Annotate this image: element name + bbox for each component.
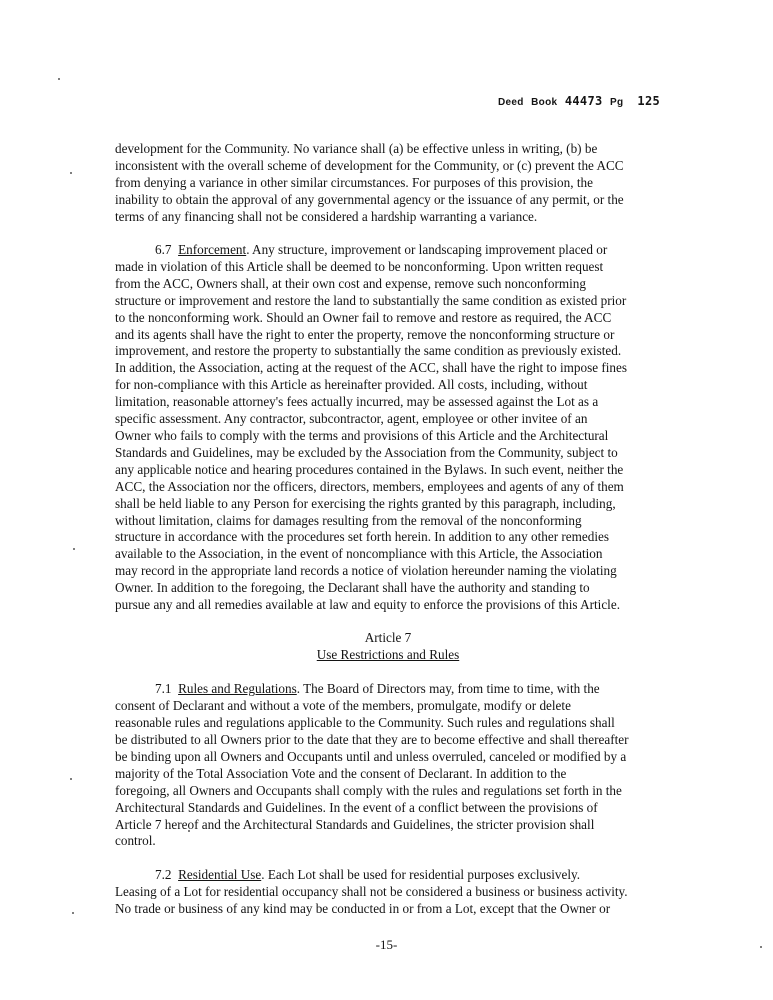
text-line: inconsistent with the overall scheme of development for the Community, or (c) prevent the ACC: [115, 157, 624, 173]
article-7-heading: [115, 630, 661, 664]
section-first-line: [115, 681, 661, 698]
section-first-line: [115, 242, 661, 259]
text-line: from the ACC, Owners shall, at their own cost and expense, remove such nonconforming: [115, 275, 586, 291]
section-number: 6.7: [155, 242, 172, 258]
text-line: be distributed to all Owners prior to the date that they are to become effective and shall thereafter: [115, 732, 629, 747]
text-line: from denying a variance in other similar circumstances. For purposes of this provision, the: [115, 174, 593, 190]
text-line: specific assessment. Any contractor, subcontractor, agent, employee or other invitee of an: [115, 411, 588, 427]
text-line: Owner. In addition to the foregoing, the Declarant shall have the authority and standing to: [115, 580, 590, 596]
text-line: Standards and Guidelines, may be excluded by the Association from the Community, subject to: [115, 444, 618, 460]
section-first-line-text: . Each Lot shall be used for residential purposes exclusively.: [261, 866, 581, 882]
section-number: 7.1: [155, 681, 172, 697]
text-line: structure in accordance with the procedures set forth herein. In addition to any other remedies: [115, 529, 609, 545]
text-line: available to the Association, in the event of noncompliance with this Article, the Association: [115, 546, 603, 562]
section-first-line-text: . The Board of Directors may, from time to time, with the: [296, 681, 600, 697]
section-7-1: [115, 681, 661, 850]
text-line: No trade or business of any kind may be conducted in or from a Lot, except that the Owner or: [115, 900, 611, 916]
document-body: [115, 141, 661, 918]
text-line: foregoing, all Owners and Occupants shall comply with the rules and regulations set forth in the: [115, 782, 622, 798]
section-6-7: [115, 242, 661, 614]
scan-speck: [58, 78, 60, 80]
text-line: structure or improvement and restore the land to substantially the same condition as existed prior: [115, 292, 627, 308]
text-line: shall be held liable to any Person for exercising the rights granted by this paragraph, including,: [115, 495, 616, 511]
text-line: be binding upon all Owners and Occupants until and unless overruled, canceled or modified by a: [115, 748, 627, 764]
text-line: any applicable notice and hearing procedures contained in the Bylaws. In such event, neither the: [115, 461, 624, 477]
text-line: Architectural Standards and Guidelines. In the event of a conflict between the provisions of: [115, 799, 598, 815]
deed-page-number: 125: [637, 94, 660, 108]
text-line: Leasing of a Lot for residential occupancy shall not be considered a business or business activity.: [115, 883, 628, 899]
text-line: consent of Declarant and without a vote of the members, promulgate, modify or delete: [115, 698, 571, 714]
section-heading: Rules and Regulations: [178, 681, 297, 697]
section-first-line: [115, 867, 661, 884]
section-heading: Enforcement: [178, 242, 247, 258]
text-line: Article 7 hereof and the Architectural Standards and Guidelines, the stricter provision shall: [115, 816, 595, 832]
text-line: reasonable rules and regulations applicable to the Community. Such rules and regulations shall: [115, 715, 615, 731]
text-line: improvement, and restore the property to substantially the same condition as previously existed.: [115, 343, 622, 359]
deed-label: Deed: [497, 97, 524, 108]
text-line: without limitation, claims for damages resulting from the removal of the nonconforming: [115, 512, 582, 528]
section-heading: Residential Use: [178, 866, 262, 882]
text-line: for non-compliance with this Article as hereinafter provided. All costs, including, without: [115, 377, 588, 393]
page-label: Pg: [610, 97, 624, 108]
text-line: terms of any financing shall not be considered a hardship warranting a variance.: [115, 208, 538, 224]
section-number: 7.2: [155, 866, 172, 882]
text-line: inability to obtain the approval of any governmental agency or the issuance of any permit, or the: [115, 191, 624, 207]
article-subtitle: Use Restrictions and Rules: [316, 647, 460, 663]
page-number-footer: -15-: [375, 937, 398, 952]
text-line: control.: [115, 833, 156, 849]
deed-book-header: [498, 94, 660, 108]
text-line: development for the Community. No variance shall (a) be effective unless in writing, (b) be: [115, 141, 598, 156]
text-line: made in violation of this Article shall be deemed to be nonconforming. Upon written request: [115, 258, 604, 274]
text-line: ACC, the Association nor the officers, directors, members, employees and agents of any of them: [115, 478, 624, 494]
article-title: Article 7: [364, 630, 412, 646]
text-line: In addition, the Association, acting at the request of the ACC, shall have the right to impose fines: [115, 360, 628, 376]
text-line: limitation, reasonable attorney's fees actually incurred, may be assessed against the Lot as a: [115, 394, 599, 410]
scan-speck: [70, 778, 72, 780]
scan-speck: [70, 172, 72, 174]
text-line: to the nonconforming work. Should an Owner fail to remove and restore as required, the ACC: [115, 309, 612, 325]
variance-paragraph: [115, 141, 661, 226]
text-line: Owner who fails to comply with the terms and provisions of this Article and the Architectural: [115, 428, 609, 443]
text-line: majority of the Total Association Vote and the consent of Declarant. In addition to the: [115, 765, 567, 781]
text-line: pursue any and all remedies available at law and equity to enforce the provisions of this Article.: [115, 597, 620, 613]
book-number: 44473: [564, 94, 603, 108]
scan-speck: [73, 548, 75, 550]
section-7-2: [115, 867, 661, 918]
book-label: Book: [531, 97, 558, 108]
text-line: and its agents shall have the right to enter the property, remove the nonconforming structure or: [115, 326, 615, 342]
text-line: may record in the appropriate land records a notice of violation hereunder naming the violating: [115, 563, 617, 579]
section-first-line-text: . Any structure, improvement or landscaping improvement placed or: [246, 242, 608, 258]
scan-speck: [72, 912, 74, 914]
